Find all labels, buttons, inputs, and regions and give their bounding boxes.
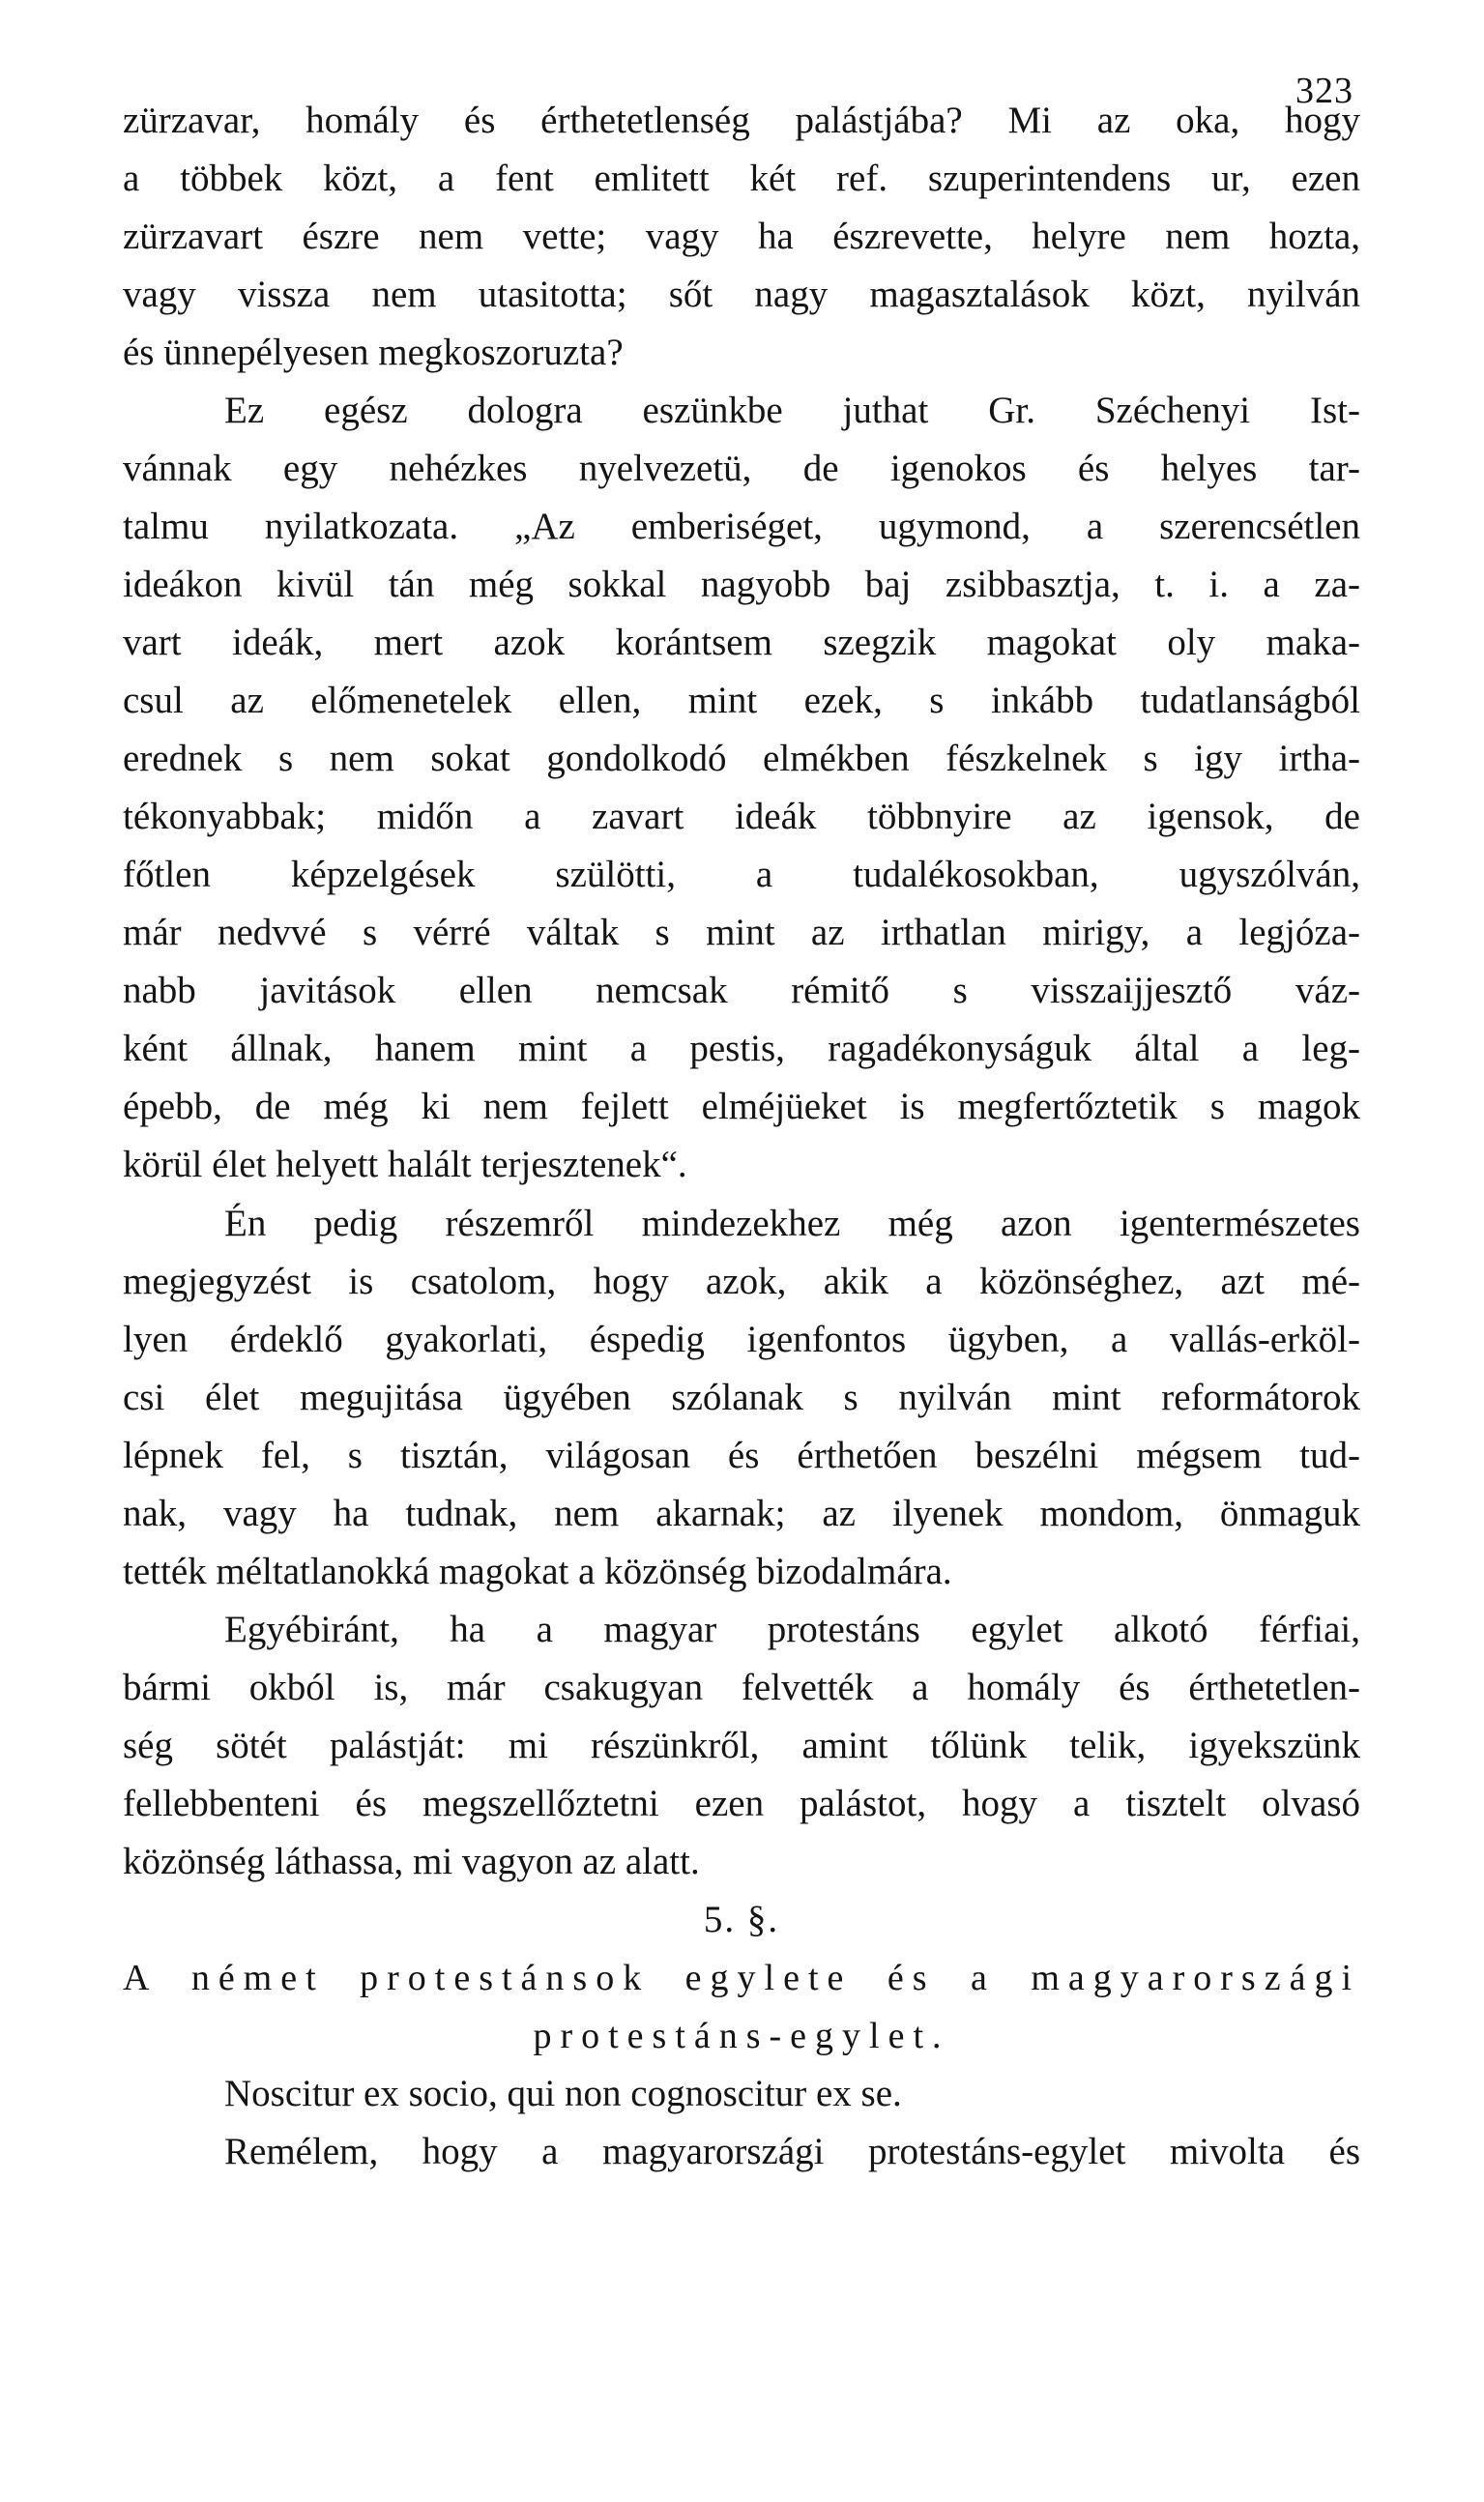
text-line: Ez egész dologra eszünkbe juthat Gr. Széchenyi Ist- [224,390,1360,431]
text-line: zürzavart észre nem vette; vagy ha észrevette, helyre nem hozta, [123,216,1360,257]
paragraph-2 [123,382,1360,1194]
text-line: tékonyabbak; midőn a zavart ideák többnyire az igensok, de [123,796,1360,837]
text-line: lépnek fel, s tisztán, világosan és érthetően beszélni mégsem tud- [123,1435,1360,1476]
text-line: már nedvvé s vérré váltak s mint az irthatlan mirigy, a legjóza- [123,912,1360,953]
text-line: zürzavar, homály és érthetetlenség palástjába? Mi az oka, hogy [123,100,1360,141]
text-line: ideákon kivül tán még sokkal nagyobb baj zsibbasztja, t. i. a za- [123,564,1360,605]
text-line: megjegyzést is csatolom, hogy azok, akik a közönséghez, azt mé- [123,1261,1360,1302]
text-line: csul az előmenetelek ellen, mint ezek, s inkább tudatlanságból [123,680,1360,721]
text-line: közönség láthassa, mi vagyon az alatt. [123,1841,700,1882]
text-line: épebb, de még ki nem fejlett elméjüeket is megfertőztetik s magok [123,1086,1360,1127]
text-line: fellebbenteni és megszellőztetni ezen palástot, hogy a tisztelt olvasó [123,1783,1360,1824]
paragraph-1 [123,92,1360,382]
text-line: csi élet megujitása ügyében szólanak s nyilván mint reformátorok [123,1377,1360,1418]
text-line: vagy vissza nem utasitotta; sőt nagy magasztalások közt, nyilván [123,274,1360,315]
text-line: tették méltatlanokká magokat a közönség bizodalmára. [123,1551,952,1592]
text-line: és ünnepélyesen megkoszoruzta? [123,332,624,373]
text-line: főtlen képzelgések szülötti, a tudalékosokban, ugyszólván, [123,854,1360,895]
text-line: talmu nyilatkozata. „Az emberiséget, ugymond, a szerencsétlen [123,506,1360,547]
text-line: nabb javitások ellen nemcsak rémitő s visszaijjesztő váz- [123,970,1360,1011]
text-line: nak, vagy ha tudnak, nem akarnak; az ilyenek mondom, önmaguk [123,1493,1360,1534]
section-motto: Noscitur ex socio, qui non cognoscitur ex se. [224,2073,902,2114]
page-number: 323 [1295,71,1353,111]
paragraph-4 [123,1601,1360,1891]
section-number: 5. §. [703,1899,780,1940]
text-line: körül élet helyett halált terjesztenek“. [123,1144,687,1185]
text-line: Remélem, hogy a magyarországi protestáns-egylet mivolta és [224,2131,1360,2172]
text-line: a többek közt, a fent emlitett két ref. szuperintendens ur, ezen [123,158,1360,199]
text-line: vart ideák, mert azok korántsem szegzik magokat oly maka- [123,622,1360,663]
section-title-line: protestáns-egylet. [533,2016,950,2056]
paragraph-3 [123,1195,1360,1601]
text-line: vánnak egy nehézkes nyelvezetü, de igenokos és helyes tar- [123,448,1360,489]
section-heading [123,1891,1360,2065]
text-line: lyen érdeklő gyakorlati, éspedig igenfontos ügyben, a vallás-erköl- [123,1319,1360,1360]
text-line: ként állnak, hanem mint a pestis, ragadékonyságuk által a leg- [123,1028,1360,1069]
text-line: Egyébiránt, ha a magyar protestáns egylet alkotó férfiai, [224,1609,1360,1650]
text-line: Én pedig részemről mindezekhez még azon igentermészetes [224,1203,1360,1244]
text-line: ség sötét palástját: mi részünkről, amint tőlünk telik, igyekszünk [123,1725,1360,1766]
section-title-line: A német protestánsok egylete és a magyarországi [123,1958,1360,1998]
text-line: erednek s nem sokat gondolkodó elmékben fészkelnek s igy irtha- [123,738,1360,779]
section-body [123,2065,1360,2181]
text-line: bármi okból is, már csakugyan felvették a homály és érthetetlen- [123,1667,1360,1708]
